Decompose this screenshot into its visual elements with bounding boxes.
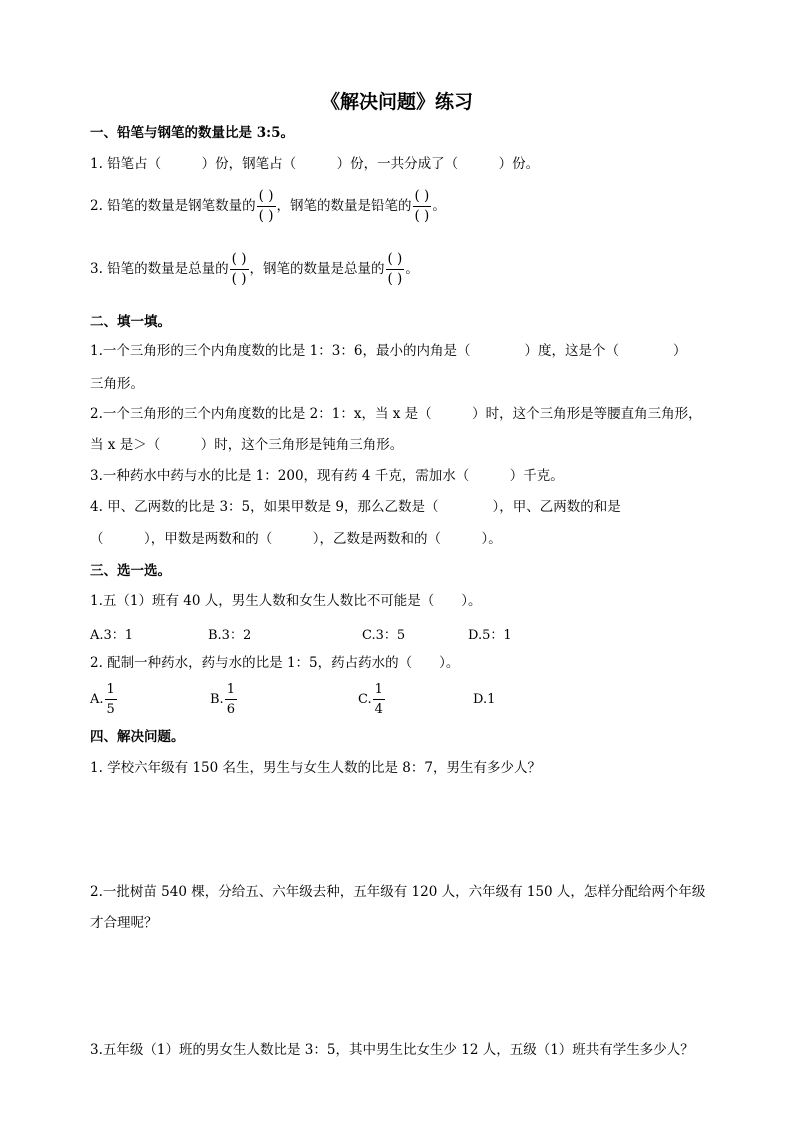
section-2-question-3: 3.一种药水中药与水的比是 1：200，现有药 4 千克，需加水（ ）千克。 bbox=[90, 468, 564, 484]
option-c bbox=[358, 681, 386, 718]
section-3-question-1: 1.五（1）班有 40 人，男生人数和女生人数比不可能是（ ）。 bbox=[90, 593, 482, 609]
section-4-question-3: 3.五年级（1）班的男女生人数比是 3：5，其中男生比女生少 12 人，五级（1）班共有学生多少人？ bbox=[90, 1042, 694, 1058]
section-2-heading: 二、填一填。 bbox=[90, 314, 171, 330]
page-title: 《解决问题》练习 bbox=[320, 91, 473, 113]
section-2-question-1: 1.一个三角形的三个内角度数的比是 1：3：6，最小的内角是（ ）度，这是个（ ） bbox=[90, 343, 687, 359]
numerator-blank: ( ) bbox=[413, 188, 432, 207]
denominator-blank: ( ) bbox=[387, 271, 403, 287]
question-text: 3. 铅笔的数量是总量的 bbox=[90, 261, 229, 277]
question-text: 2. 铅笔的数量是钢笔数量的 bbox=[90, 198, 256, 214]
numerator-blank: ( ) bbox=[386, 251, 405, 270]
option-b: B.3：2 bbox=[208, 628, 252, 643]
fraction-blank bbox=[386, 251, 405, 288]
option-label: C. bbox=[358, 692, 372, 707]
option-d: D.5：1 bbox=[468, 628, 512, 643]
option-label: B. bbox=[210, 692, 224, 707]
section-4-question-2: 2.一批树苗 540 棵，分给五、六年级去种，五年级有 120 人，六年级有 150 人，怎样分配给两个年级 bbox=[90, 884, 706, 900]
denominator: 4 bbox=[374, 702, 383, 717]
section-4-question-2-cont: 才合理呢？ bbox=[90, 915, 158, 931]
section-3-question-2: 2. 配制一种药水，药与水的比是 1：5，药占药水的（ ）。 bbox=[90, 655, 460, 671]
section-3-heading: 三、选一选。 bbox=[90, 563, 171, 579]
fraction bbox=[105, 681, 117, 718]
option-b bbox=[210, 681, 238, 718]
section-1-heading: 一、铅笔与钢笔的数量比是 3:5。 bbox=[90, 125, 294, 141]
fraction bbox=[225, 681, 237, 718]
fraction-blank bbox=[230, 251, 249, 288]
fraction-blank bbox=[413, 188, 432, 225]
section-2-question-2-cont: 当 x 是＞（ ）时，这个三角形是钝角三角形。 bbox=[90, 437, 404, 453]
option-d: D.1 bbox=[473, 692, 496, 707]
question-text: ，钢笔的数量是铅笔的 bbox=[276, 198, 412, 214]
denominator: 5 bbox=[106, 702, 115, 717]
question-text: ，钢笔的数量是总量的 bbox=[249, 261, 385, 277]
section-1-question-3 bbox=[90, 251, 419, 288]
numerator: 1 bbox=[373, 681, 385, 700]
section-2-question-4: 4. 甲、乙两数的比是 3：5，如果甲数是 9，那么乙数是（ ），甲、乙两数的和是 bbox=[90, 499, 621, 515]
numerator-blank: ( ) bbox=[257, 188, 276, 207]
denominator: 6 bbox=[226, 702, 235, 717]
option-c: C.3：5 bbox=[362, 628, 406, 643]
section-2-question-4-cont: （ ），甲数是两数和的（ ），乙数是两数和的（ ）。 bbox=[90, 531, 502, 547]
fraction-blank bbox=[257, 188, 276, 225]
denominator-blank: ( ) bbox=[258, 208, 274, 224]
section-2-question-1-cont: 三角形。 bbox=[90, 376, 144, 392]
denominator-blank: ( ) bbox=[414, 208, 430, 224]
option-a: A.3：1 bbox=[90, 628, 134, 643]
section-1-question-1: 1. 铅笔占（ ）份，钢笔占（ ）份，一共分成了（ ）份。 bbox=[90, 156, 540, 172]
denominator-blank: ( ) bbox=[231, 271, 247, 287]
numerator: 1 bbox=[105, 681, 117, 700]
section-4-heading: 四、解决问题。 bbox=[90, 729, 185, 745]
numerator-blank: ( ) bbox=[230, 251, 249, 270]
section-1-question-2 bbox=[90, 188, 446, 225]
section-4-question-1: 1. 学校六年级有 150 名生，男生与女生人数的比是 8：7，男生有多少人？ bbox=[90, 760, 541, 776]
section-2-question-2: 2.一个三角形的三个内角度数的比是 2：1：x，当 x 是（ ）时，这个三角形是等腰直角三角形， bbox=[90, 406, 702, 422]
option-label: A. bbox=[90, 692, 104, 707]
option-a bbox=[90, 681, 118, 718]
question-text: 。 bbox=[432, 198, 446, 214]
fraction bbox=[373, 681, 385, 718]
question-text: 。 bbox=[405, 261, 419, 277]
numerator: 1 bbox=[225, 681, 237, 700]
